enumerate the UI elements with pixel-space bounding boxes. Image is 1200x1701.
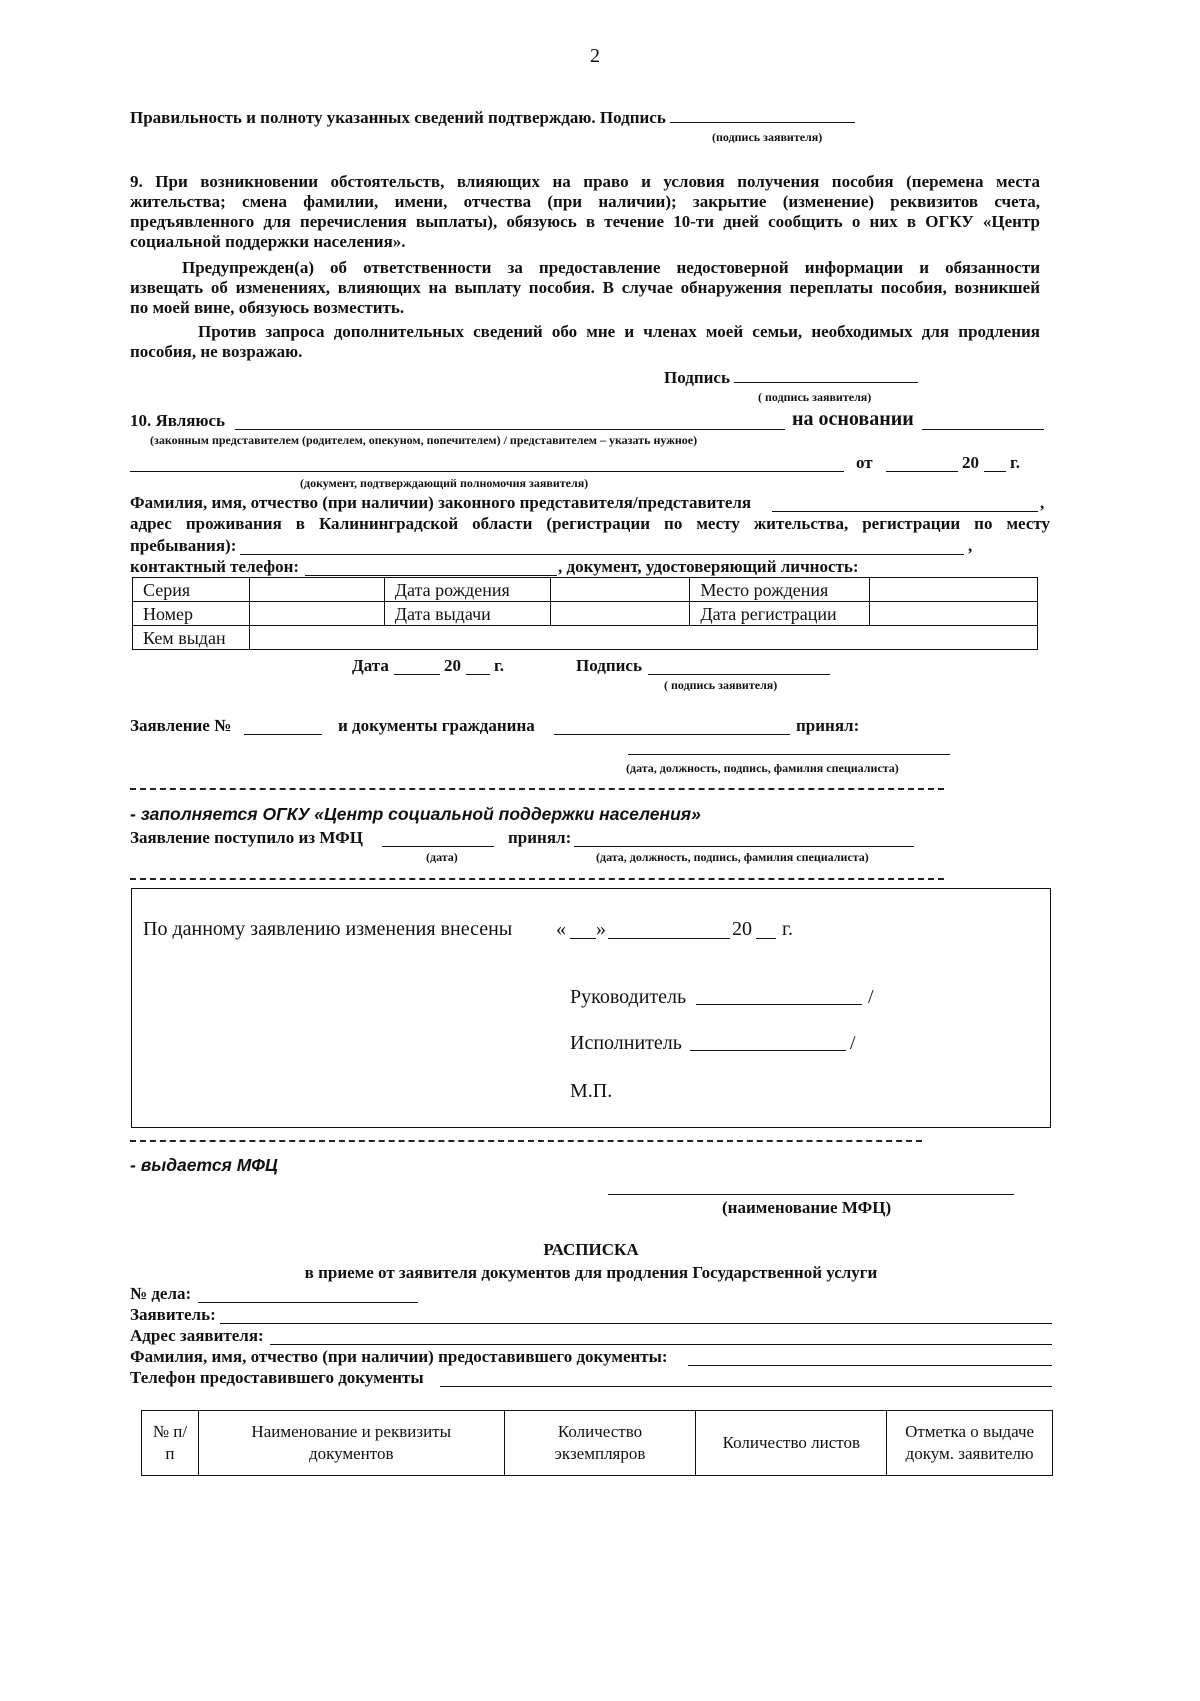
accepted-statement-number-line[interactable] [244, 734, 322, 735]
changes-quote-open: « [556, 918, 566, 940]
item10-date-label: Дата [352, 656, 389, 675]
receipt-col-number: № п/п [142, 1411, 199, 1476]
cell-birth-date-label: Дата рождения [384, 578, 550, 602]
receipt-col-name: Наименование и реквизиты документов [198, 1411, 504, 1476]
item9-p1-line4: социальной поддержки населения». [130, 232, 406, 251]
receipt-table [141, 1410, 1053, 1476]
ogku-received-label: Заявление поступило из МФЦ [130, 828, 363, 847]
cell-birth-place-label: Место рождения [690, 578, 870, 602]
cell-issue-date-value[interactable] [550, 602, 690, 626]
receipt-col-copies: Количество экземпляров [504, 1411, 696, 1476]
item10-fio-label: Фамилия, имя, отчество (при наличии) законного представителя/представителя [130, 493, 752, 512]
changes-executor-line[interactable] [690, 1050, 846, 1051]
item10-date-suffix: г. [494, 656, 505, 675]
changes-year-line[interactable] [756, 938, 776, 939]
ogku-accepted-label: принял: [508, 828, 572, 847]
confirm-signature-line[interactable] [670, 122, 855, 123]
item10-date-year-line[interactable] [466, 674, 490, 675]
item9-p3-line2: пособия, не возражаю. [130, 342, 303, 361]
item10-rep-line[interactable] [235, 429, 785, 430]
id-document-table [132, 577, 1038, 650]
changes-head-line[interactable] [696, 1004, 862, 1005]
item10-year-suffix: г. [1010, 453, 1021, 472]
mfc-name-caption: (наименование МФЦ) [722, 1198, 892, 1217]
receipt-case-line[interactable] [198, 1302, 418, 1303]
cut-line-1 [130, 788, 944, 790]
item10-address-line1: адрес проживания в Калининградской области (регистрации по месту жительства, регистрации по месту [130, 514, 1050, 533]
changes-executor-slash: / [850, 1032, 856, 1054]
changes-quote-close: » [596, 918, 606, 940]
item9-p1-line2: жительства; смена фамилии, имени, отчества (при наличии); закрытие (изменение) реквизитов счета, [130, 192, 1040, 211]
accepted-citizen-line[interactable] [554, 734, 790, 735]
cell-number-value[interactable] [249, 602, 384, 626]
changes-head-label: Руководитель [570, 986, 687, 1008]
item10-fio-comma: , [1040, 493, 1045, 512]
item9-sign-label: Подпись [664, 368, 730, 387]
item10-doc-caption: (документ, подтверждающий полномочия заявителя) [300, 476, 589, 490]
item9-paragraph1 [130, 172, 1040, 252]
confirm-text [130, 108, 855, 128]
item10-rep-caption: (законным представителем (родителем, опекуном, попечителем) / представителем – указать нужное) [150, 433, 698, 447]
cut-line-2 [130, 878, 944, 880]
page-number: 2 [590, 45, 600, 67]
item10-address-input-line[interactable] [240, 554, 964, 555]
cell-issue-date-label: Дата выдачи [384, 602, 550, 626]
item10-date-year: 20 [444, 656, 461, 675]
changes-month-line[interactable] [608, 938, 730, 939]
changes-year: 20 [732, 918, 752, 940]
item10-am-label: 10. Являюсь [130, 411, 225, 430]
cell-number-label: Номер [133, 602, 250, 626]
ogku-specialist-line[interactable] [574, 846, 914, 847]
receipt-phone-line[interactable] [440, 1386, 1052, 1387]
item10-address-label: пребывания): [130, 536, 237, 555]
cell-birth-date-value[interactable] [550, 578, 690, 602]
item10-fio-line[interactable] [772, 511, 1038, 512]
mfc-heading: - выдается МФЦ [130, 1155, 278, 1175]
receipt-col-mark: Отметка о выдаче докум. заявителю [887, 1411, 1053, 1476]
accepted-docs-label: и документы гражданина [338, 716, 535, 735]
cut-line-3 [130, 1140, 922, 1142]
item10-id-doc-label: , документ, удостоверяющий личность: [558, 557, 859, 576]
ogku-received-date-line[interactable] [382, 846, 494, 847]
item10-doc-line[interactable] [130, 471, 844, 472]
receipt-col-sheets: Количество листов [696, 1411, 887, 1476]
item10-phone-label: контактный телефон: [130, 557, 300, 576]
item10-basis-line[interactable] [922, 429, 1044, 430]
accepted-accepted-label: принял: [796, 716, 860, 735]
item10-phone-line[interactable] [305, 575, 557, 576]
changes-stamp: М.П. [570, 1080, 613, 1102]
confirm-label: Правильность и полноту указанных сведений подтверждаю. Подпись [130, 108, 666, 127]
item9-p2-line3: по моей вине, обязуюсь возместить. [130, 298, 405, 317]
changes-head-slash: / [868, 986, 874, 1008]
cell-birth-place-value[interactable] [870, 578, 1038, 602]
receipt-submitter-line[interactable] [688, 1365, 1052, 1366]
accepted-specialist-line[interactable] [628, 754, 950, 755]
item10-from-label: от [856, 453, 873, 472]
cell-series-value[interactable] [249, 578, 384, 602]
item9-signature-line[interactable] [734, 382, 918, 383]
item10-address-comma: , [968, 536, 973, 555]
mfc-name-line[interactable] [608, 1194, 1014, 1195]
item10-sign-caption: ( подпись заявителя) [664, 678, 778, 692]
item9-p1-line3: предъявленного для перечисления выплаты), обязуюсь в течение 10-ти дней сообщить о них в ОГКУ «Центр [130, 212, 1040, 231]
ogku-heading: - заполняется ОГКУ «Центр социальной поддержки населения» [130, 804, 701, 824]
receipt-submitter-label: Фамилия, имя, отчество (при наличии) предоставившего документы: [130, 1347, 668, 1366]
item9-p3-line1: Против запроса дополнительных сведений обо мне и членах моей семьи, необходимых для продления [198, 322, 1040, 341]
item9-sign-caption: ( подпись заявителя) [758, 390, 872, 404]
receipt-title: РАСПИСКА [543, 1240, 639, 1259]
item9-p1-line1: 9. При возникновении обстоятельств, влияющих на право и условия получения пособия (перемена места [130, 172, 1040, 191]
receipt-address-label: Адрес заявителя: [130, 1326, 264, 1345]
ogku-date-caption: (дата) [426, 850, 458, 864]
accepted-caption: (дата, должность, подпись, фамилия специалиста) [626, 761, 899, 775]
item9-p2-line2: извещать об изменениях, влияющих на выплату пособия. В случае обнаружения переплаты пособия, возникшей [130, 278, 1040, 297]
receipt-case-label: № дела: [130, 1284, 192, 1303]
receipt-address-line[interactable] [270, 1344, 1052, 1345]
item10-year-label: 20 [962, 453, 979, 472]
item10-signature-line[interactable] [648, 674, 830, 675]
receipt-applicant-line[interactable] [220, 1323, 1052, 1324]
cell-reg-date-label: Дата регистрации [690, 602, 870, 626]
receipt-phone-label: Телефон предоставившего документы [130, 1368, 424, 1387]
confirm-caption: (подпись заявителя) [712, 130, 823, 144]
item10-year-line[interactable] [984, 471, 1006, 472]
cell-issued-by-value[interactable] [249, 626, 1037, 650]
changes-year-suffix: г. [782, 918, 793, 940]
cell-reg-date-value[interactable] [870, 602, 1038, 626]
changes-text: По данному заявлению изменения внесены [143, 918, 513, 940]
item9-sign [664, 368, 918, 388]
cell-series-label: Серия [133, 578, 250, 602]
ogku-spec-caption: (дата, должность, подпись, фамилия специалиста) [596, 850, 869, 864]
item9-paragraph2 [130, 258, 1040, 318]
receipt-subtitle: в приеме от заявителя документов для продления Государственной услуги [304, 1263, 878, 1282]
accepted-statement-label: Заявление № [130, 716, 232, 735]
receipt-applicant-label: Заявитель: [130, 1305, 216, 1324]
item9-paragraph3 [130, 322, 1040, 362]
item10-sign-label: Подпись [576, 656, 642, 675]
item9-p2-line1: Предупрежден(а) об ответственности за предоставление недостоверной информации и обязанности [182, 258, 1040, 277]
changes-day-line[interactable] [570, 938, 596, 939]
item10-basis-label: на основании [792, 408, 914, 430]
item10-from-date-line[interactable] [886, 471, 958, 472]
changes-executor-label: Исполнитель [570, 1032, 682, 1054]
item10-date-line[interactable] [394, 674, 440, 675]
cell-issued-by-label: Кем выдан [133, 626, 250, 650]
